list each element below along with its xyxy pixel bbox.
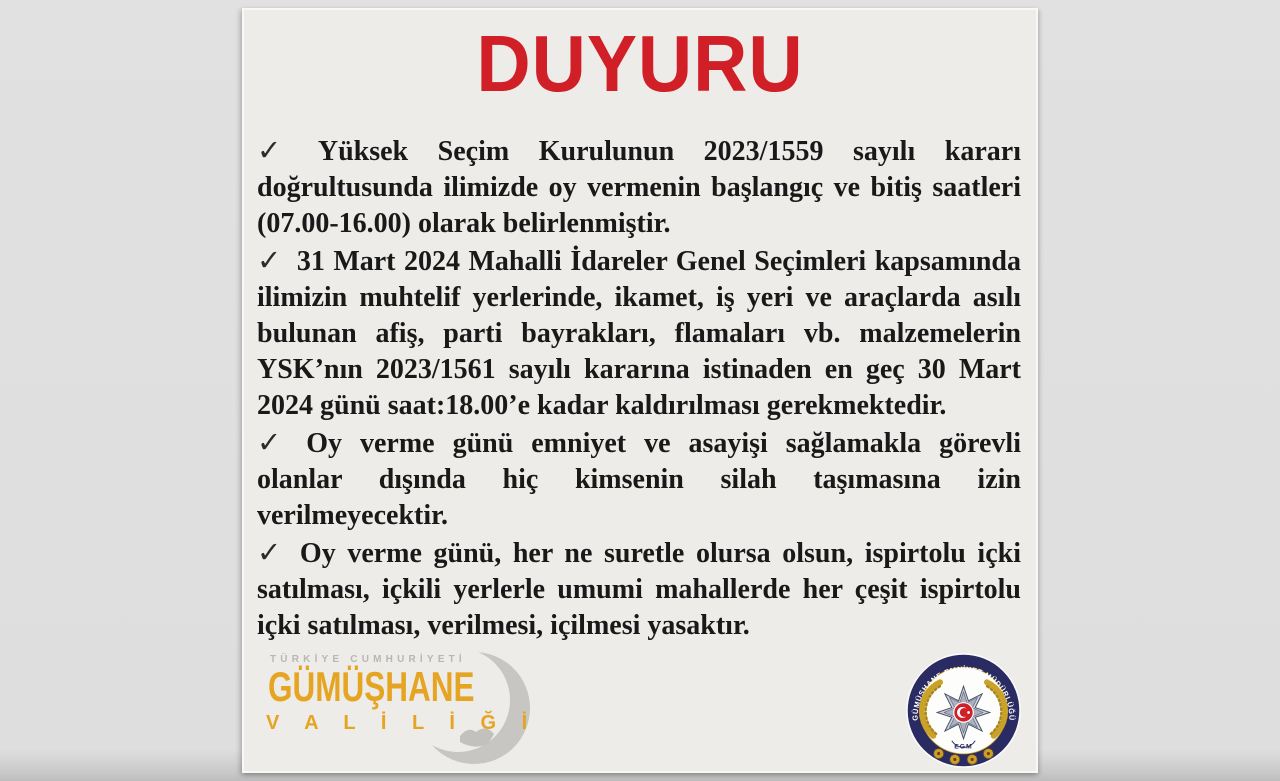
announcement-item-2 [257, 242, 1021, 424]
announcement-body [257, 132, 1021, 644]
egm-label: EGM [954, 743, 973, 751]
checkmark-icon: ✓ [257, 243, 283, 277]
announcement-text-2: 31 Mart 2024 Mahalli İdareler Genel Seçimleri kapsamında ilimizin muhtelif yerlerinde, ikamet, iş yeri ve araçlarda asılı bulunan afiş, parti bayrakları, flamaları vb. malzemelerin YSK’nın 2023/1561 sayılı kararına istinaden en geç 30 Mart 2024 günü saat:18.00’e kadar kaldırılması gerekmektedir. [257, 246, 1021, 421]
announcement-text-4: Oy verme günü, her ne suretle olursa olsun, ispirtolu içki satılması, içkili yerlerle umumi mahallerde her çeşit ispirtolu içki satılması, verilmesi, içilmesi yasaktır. [257, 538, 1021, 641]
announcement-card [242, 8, 1038, 773]
governorship-office-label: V A L İ L İ Ğ İ [266, 712, 538, 734]
announcement-item-3 [257, 424, 1021, 534]
announcement-text-3: Oy verme günü emniyet ve asayişi sağlamakla görevli olanlar dışında hiç kimsenin silah taşımasına izin verilmeyecektir. [257, 428, 1021, 531]
page-title: DUYURU [476, 19, 804, 108]
governorship-republic-label: TÜRKİYE CUMHURİYETİ [270, 654, 466, 665]
announcement-item-1 [257, 132, 1021, 242]
police-star-icon [937, 686, 990, 739]
announcement-text-1: Yüksek Seçim Kurulunun 2023/1559 sayılı kararı doğrultusunda ilimizde oy vermenin başlangıç ve bitiş saatleri (07.00-16.00) olarak belirlenmiştir. [257, 136, 1021, 239]
checkmark-icon: ✓ [257, 425, 293, 459]
police-department-emblem-icon [905, 652, 1022, 769]
checkmark-icon: ✓ [257, 535, 286, 569]
governorship-city-label: GÜMÜŞHANE [268, 663, 475, 710]
gumushane-governorship-logo [264, 650, 564, 775]
announcement-item-4 [257, 534, 1021, 644]
police-ring-label: GÜMÜŞHANE EMNİYET MÜDÜRLÜĞÜ [910, 664, 1017, 721]
checkmark-icon: ✓ [257, 133, 304, 167]
